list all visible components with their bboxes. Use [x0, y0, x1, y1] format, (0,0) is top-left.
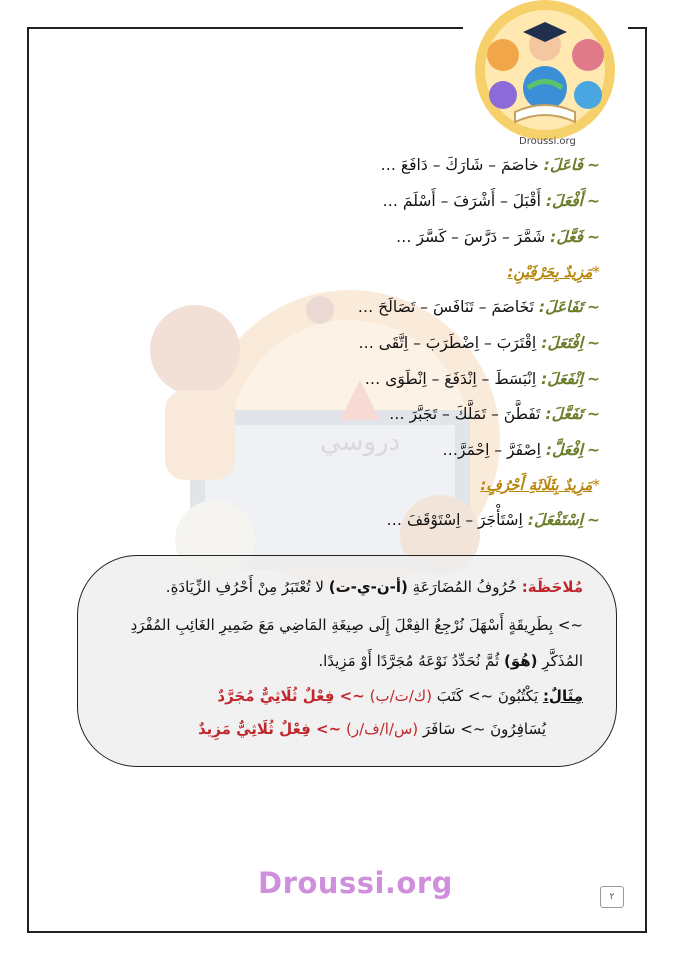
section-title: مَزِيدٌ بِحَرْفَيْنِ:	[507, 263, 593, 281]
section-heading-three	[480, 475, 600, 495]
pattern-line	[387, 510, 600, 530]
note-text: المُذَكَّرِ	[542, 652, 583, 670]
tilde-marker: ~	[587, 370, 600, 388]
pattern-line	[380, 155, 600, 175]
tilde-marker: ~	[587, 405, 600, 423]
pattern-examples: اِنْبَسَطَ – اِنْدَفَعَ – اِنْطَوَى …	[364, 370, 537, 388]
logo-text: Droussi.org	[519, 136, 576, 147]
tilde-marker: ~	[587, 441, 600, 459]
example-text: يُسَافِرُونَ ~> سَافَرَ	[422, 720, 546, 738]
pattern-examples: اِقْتَرَبَ – اِضْطَرَبَ – اِتَّقَى …	[358, 334, 537, 352]
pattern-line	[383, 191, 601, 211]
example-root: (ك/ت/ب)	[369, 687, 433, 705]
section-heading-two	[507, 262, 600, 282]
pattern-line	[396, 227, 600, 247]
pattern-line	[443, 440, 600, 460]
pattern-examples: خاصَمَ – شَارَكَ – دَافَعَ …	[380, 156, 539, 174]
pattern-label: اِفْعَلَّ:	[545, 441, 583, 459]
example-line-1	[217, 687, 583, 705]
example-text: يَكْتُبُونَ ~> كَتَبَ	[436, 687, 539, 705]
note-line-3	[318, 652, 583, 670]
pattern-line	[365, 369, 600, 389]
pattern-examples: اِسْتَأْجَرَ – اِسْتَوْقَفَ …	[386, 511, 523, 529]
footer-site-link[interactable]: Droussi.org	[258, 866, 453, 900]
note-text: حُرُوفُ المُضَارَعَةِ	[412, 578, 518, 596]
droussi-logo	[463, 0, 628, 152]
example-result: ~> فِعْلٌ ثُلَاثِيٌّ مُجَرَّدٌ	[217, 687, 365, 705]
pattern-label: اِفْتَعَلَ:	[541, 334, 583, 352]
tilde-marker: ~	[587, 511, 600, 529]
note-text: لا تُعْتَبَرُ مِنْ أَحْرُفِ الزِّيَادَةِ.	[165, 578, 324, 596]
tilde-marker: ~	[587, 228, 600, 246]
pattern-label: فَعَّلَ:	[550, 228, 583, 246]
note-line-1	[166, 578, 583, 596]
note-label: مُلاحَظَة:	[521, 578, 583, 596]
pattern-label: أَفْعَلَ:	[545, 192, 583, 210]
pattern-examples: أَقْبَلَ – أَشْرَفَ – أَسْلَمَ …	[382, 192, 541, 210]
example-label: مِثَالٌ:	[542, 687, 583, 705]
section-title: مَزِيدٌ بِثَلَاثَةِ أَحْرُفٍ:	[480, 476, 593, 494]
pattern-examples: شَمَّرَ – دَرَّسَ – كَسَّرَ …	[396, 228, 546, 246]
pattern-label: تَفَعَّلَ:	[545, 405, 583, 423]
pattern-line	[389, 404, 600, 424]
watermark-label: دروسي	[320, 427, 401, 457]
pattern-examples: تَخَاصَمَ – تَنَافَسَ – تَصَالَحَ …	[357, 298, 534, 316]
note-box	[77, 555, 617, 767]
tilde-marker: ~	[587, 298, 600, 316]
pattern-line	[358, 297, 600, 317]
example-line-2	[198, 720, 546, 738]
pattern-label: اِسْتَفْعَلَ:	[527, 511, 583, 529]
pattern-line	[358, 333, 600, 353]
pattern-examples: تَفَطَّنَ – تَمَلَّكَ – تَجَبَّرَ …	[389, 405, 541, 423]
example-root: (س/ا/ف/ر)	[345, 720, 419, 738]
note-text: ~> بِطَرِيقَةٍ أَسْهَلَ نُرْجِعُ الفِعْلَ إِلَى صِيغَةِ المَاضِي مَعَ ضَمِيرِ الغَائِبِ المُفْرَدِ	[130, 616, 583, 634]
note-pronoun: (هُوَ)	[504, 652, 538, 670]
note-letters: (أ-ن-ي-ت)	[328, 578, 408, 596]
page-number: ٢	[600, 886, 624, 908]
pattern-label: فَاعَلَ:	[543, 156, 583, 174]
note-line-2	[131, 616, 583, 634]
tilde-marker: ~	[587, 192, 600, 210]
tilde-marker: ~	[587, 334, 600, 352]
pattern-examples: اِصْفَرَّ – اِحْمَرَّ…	[442, 441, 541, 459]
pattern-label: تَفَاعَلَ:	[538, 298, 583, 316]
example-result: ~> فِعْلٌ ثُلَاثِيٌّ مَزِيدٌ	[197, 720, 342, 738]
note-text: ثُمَّ نُحَدِّدُ نَوْعَهُ مُجَرَّدًا أَوْ مَزِيدًا.	[318, 652, 500, 670]
star-marker: *	[592, 476, 600, 494]
pattern-label: اِنْفَعَلَ:	[541, 370, 583, 388]
star-marker: *	[592, 263, 600, 281]
tilde-marker: ~	[587, 156, 600, 174]
